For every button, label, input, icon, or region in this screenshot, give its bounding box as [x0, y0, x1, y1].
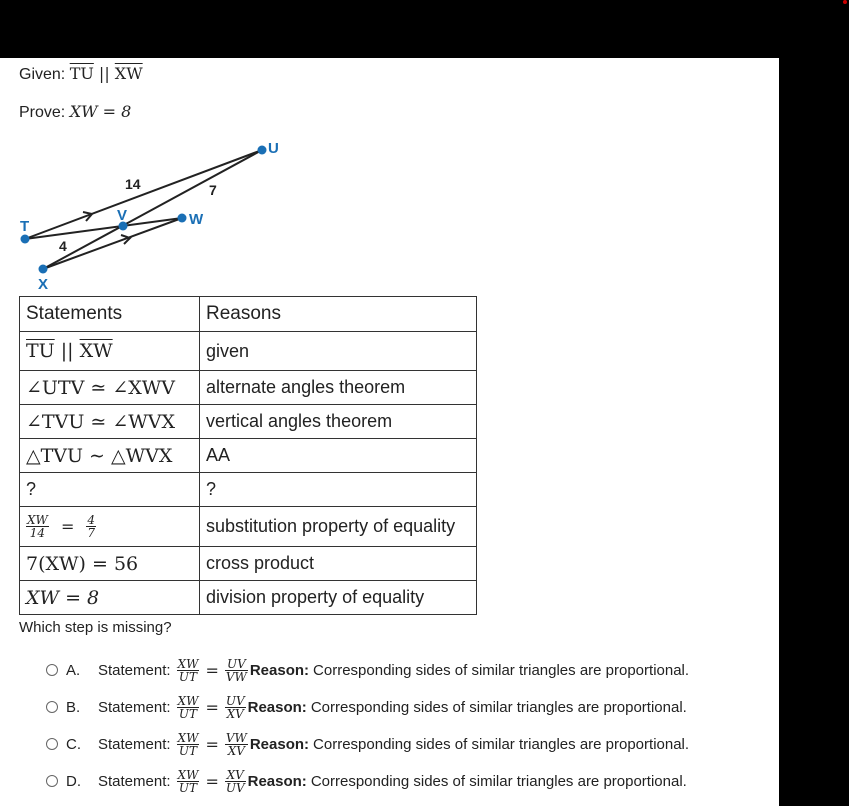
- header-statements: Statements: [20, 297, 200, 332]
- option-letter: A.: [66, 661, 81, 679]
- option-a[interactable]: [46, 655, 689, 685]
- point-u: [258, 146, 267, 155]
- fraction-right: $\frac{VW}{XV}$: [225, 730, 247, 758]
- statement-label: Statement:: [98, 661, 171, 679]
- statement-cell: 7(XW) = 56: [20, 547, 200, 581]
- statement-label: Statement:: [98, 735, 171, 753]
- statement-cell: ∠UTV ≃ ∠XWV: [20, 371, 200, 405]
- statement-cell: XW = 8: [20, 581, 200, 615]
- given-segment-tu: $\overline{TU}$: [69, 64, 94, 83]
- reason-label: Reason:: [247, 772, 307, 790]
- fraction-left: $\frac{XW}{UT}$: [177, 730, 199, 758]
- right-band: [779, 58, 849, 806]
- label-u: U: [268, 140, 279, 157]
- reason-cell: cross product: [200, 547, 477, 581]
- given-statement: [19, 64, 143, 84]
- statement-cell: [20, 507, 200, 547]
- reason-label: Reason:: [247, 698, 307, 716]
- table-row: [20, 371, 477, 405]
- point-t: [21, 235, 30, 244]
- reason-cell: alternate angles theorem: [200, 371, 477, 405]
- reason-text: Corresponding sides of similar triangles are proportional.: [313, 735, 690, 753]
- reason-cell: vertical angles theorem: [200, 405, 477, 439]
- point-w: [178, 214, 187, 223]
- statement-cell: ?: [20, 473, 200, 507]
- fraction-left: $\frac{XW}{UT}$: [177, 656, 199, 684]
- option-letter: D.: [66, 772, 81, 790]
- statement-label: Statement:: [98, 772, 171, 790]
- option-letter: C.: [66, 735, 81, 753]
- reason-text: Corresponding sides of similar triangles are proportional.: [313, 661, 690, 679]
- prove-expr: XW = 8: [69, 102, 132, 121]
- reason-label: Reason:: [249, 661, 310, 679]
- reason-text: Corresponding sides of similar triangles are proportional.: [310, 698, 687, 716]
- length-tu: 14: [125, 176, 141, 192]
- fraction-right: $\frac{XV}{UV}$: [225, 767, 245, 795]
- reason-cell: ?: [200, 473, 477, 507]
- option-b[interactable]: [46, 692, 687, 722]
- label-w: W: [189, 211, 204, 228]
- geometry-diagram: [14, 138, 304, 293]
- statement-cell: ∠TVU ≃ ∠WVX: [20, 405, 200, 439]
- given-segment-xw: $\overline{XW}$: [114, 64, 143, 83]
- reason-text: Corresponding sides of similar triangles are proportional.: [310, 772, 687, 790]
- status-dot: [843, 0, 847, 4]
- option-letter: B.: [66, 698, 81, 716]
- reason-cell: AA: [200, 439, 477, 473]
- equals-sign: =: [205, 734, 219, 754]
- fraction-left: $\frac{XW}{UT}$: [177, 767, 199, 795]
- table-header-row: [20, 297, 477, 332]
- reason-cell: division property of equality: [200, 581, 477, 615]
- given-parallel: ||: [93, 64, 115, 83]
- prove-statement: [19, 102, 131, 122]
- prove-label: Prove:: [19, 104, 70, 121]
- reason-label: Reason:: [249, 735, 310, 753]
- option-c[interactable]: [46, 729, 689, 759]
- fraction-left: $\frac{XW}{UT}$: [177, 693, 199, 721]
- segment-xu: [43, 150, 262, 269]
- statement-cell: △TVU ∼ △WVX: [20, 439, 200, 473]
- equals-sign: =: [205, 697, 219, 717]
- table-row-missing: [20, 473, 477, 507]
- fraction-right: $\frac{UV}{VW}$: [225, 656, 247, 684]
- top-bar: [0, 0, 849, 58]
- table-row: [20, 332, 477, 371]
- table-row: [20, 547, 477, 581]
- radio-button-c[interactable]: [46, 738, 58, 750]
- length-vu: 7: [209, 182, 217, 198]
- given-label: Given:: [19, 66, 70, 83]
- header-reasons: Reasons: [200, 297, 477, 332]
- table-row: [20, 439, 477, 473]
- reason-cell: given: [200, 332, 477, 371]
- label-t: T: [20, 218, 30, 235]
- fraction-right: $\frac{UV}{XV}$: [225, 693, 245, 721]
- table-row: [20, 405, 477, 439]
- radio-button-d[interactable]: [46, 775, 58, 787]
- label-v: V: [117, 207, 128, 224]
- segment-tu: [25, 150, 262, 239]
- question-text: Which step is missing?: [19, 619, 172, 636]
- fraction-right: $\frac{4}{7}$: [87, 513, 96, 540]
- equals-sign: =: [60, 516, 75, 536]
- table-row: [20, 581, 477, 615]
- proof-table: [19, 296, 477, 615]
- fraction-left: $\frac{XW}{14}$: [27, 513, 48, 540]
- equals-sign: =: [205, 771, 219, 791]
- table-row: [20, 507, 477, 547]
- radio-button-b[interactable]: [46, 701, 58, 713]
- label-x: X: [38, 276, 49, 293]
- point-x: [39, 265, 48, 274]
- statement-cell: $\overline{TU}$ || $\overline{XW}$: [20, 332, 200, 371]
- reason-cell: substitution property of equality: [200, 507, 477, 547]
- radio-button-a[interactable]: [46, 664, 58, 676]
- statement-label: Statement:: [98, 698, 171, 716]
- equals-sign: =: [205, 660, 219, 680]
- option-d[interactable]: [46, 766, 687, 796]
- length-tv: 4: [59, 238, 67, 254]
